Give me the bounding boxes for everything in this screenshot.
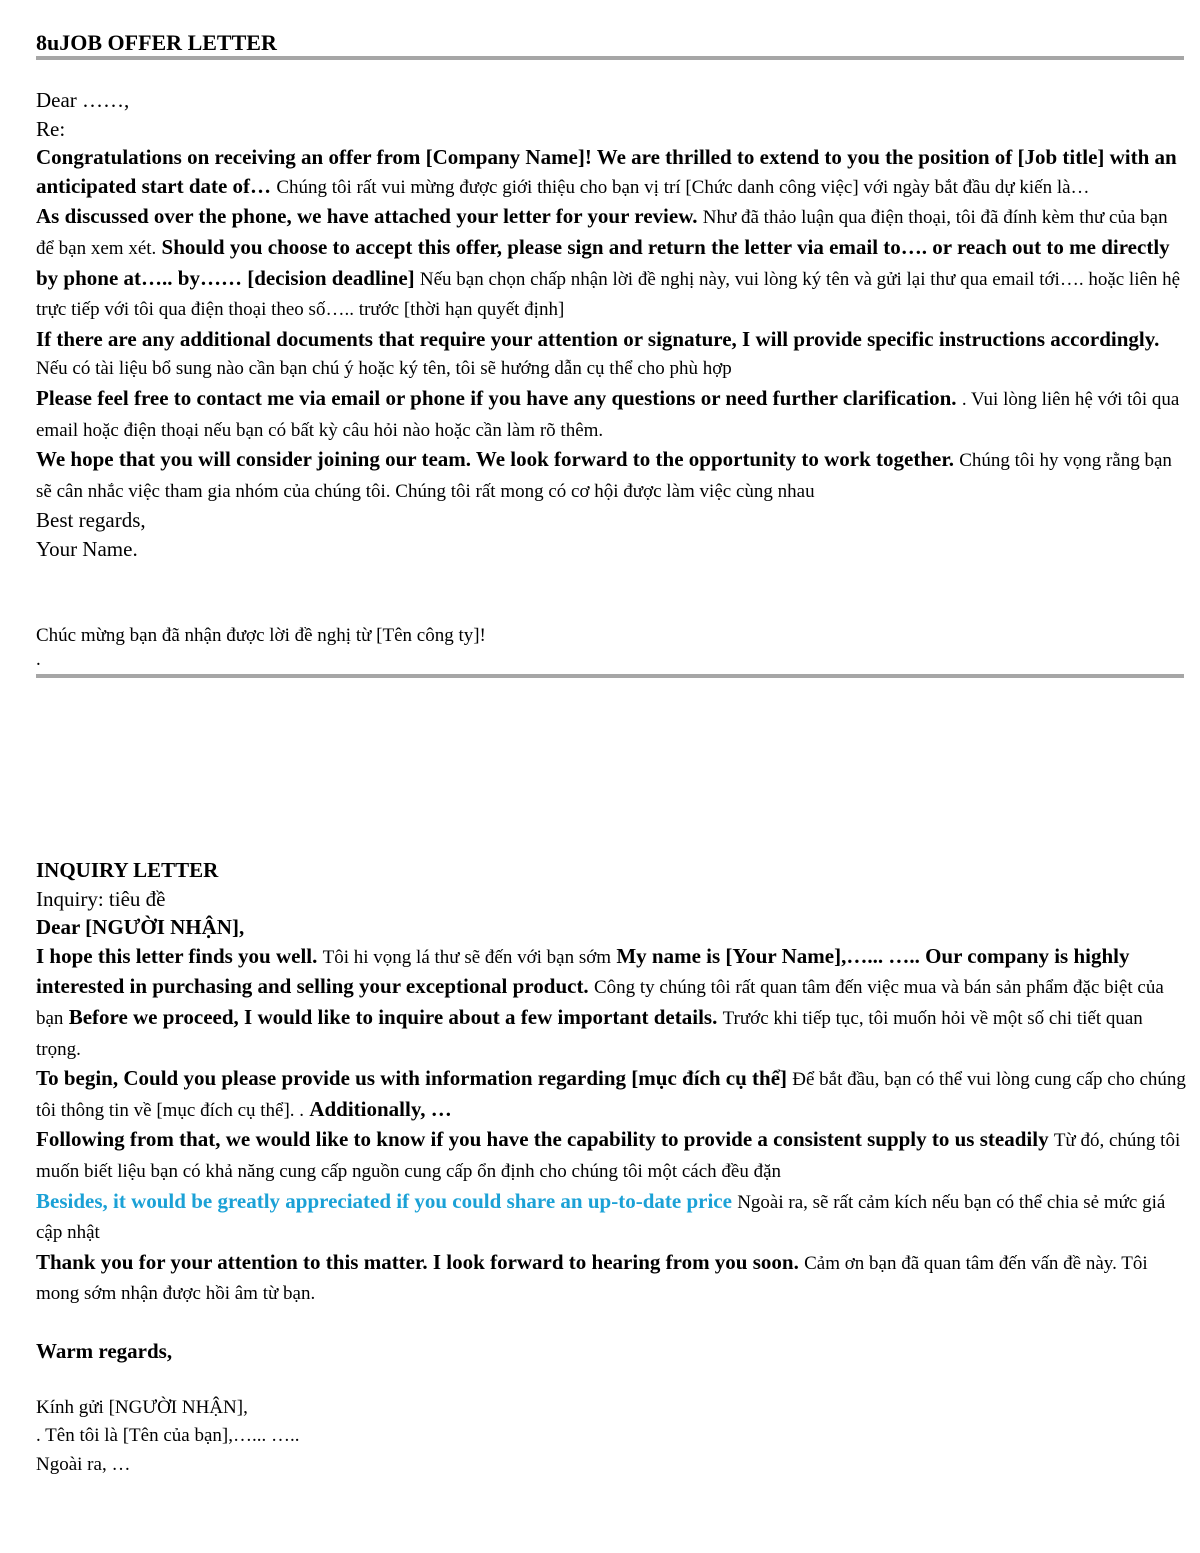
inquiry-closing: Warm regards, [36,1338,173,1363]
iq-p3-english: Following from that, we would like to know if you have the capability to provide a consistent supply to us steadily [36,1127,1049,1152]
p4-vietnamese: . Vui lòng liên hệ với tôi qua email hoặc điện thoại nếu bạn có bất kỳ câu hỏi nào hoặc cần làm rõ thêm. [36,388,1180,441]
p5-english: We hope that you will consider joining our team. We look forward to the opportunity to work together. [36,447,954,472]
p1-english: Congratulations on receiving an offer from [Company Name]! We are thrilled to extend to you the position of [Job title] with an anticipated start date of… [36,145,1177,198]
iq-p2-english-1: To begin, Could you please provide us with information regarding [mục đích cụ thể] [36,1066,788,1091]
iq-p2-vietnamese: Để bắt đầu, bạn có thể vui lòng cung cấp cho chúng tôi thông tin về [mục đích cụ thể]. . [36,1069,1186,1121]
inquiry-letter [36,856,1186,1479]
iq-p4-english-highlighted: Besides, it would be greatly appreciated if you could share an up-to-date price [36,1188,732,1213]
iq-p5-english: Thank you for your attention to this matter. I look forward to hearing from you soon. [36,1249,799,1274]
iq-p4-vietnamese: Ngoài ra, sẽ rất cảm kích nếu bạn có thể chia sẻ mức giá cập nhật [36,1191,1166,1244]
offer-paragraph-2 [36,202,1186,324]
inquiry-vn-salutation: Kính gửi [NGƯỜI NHẬN], [36,1396,248,1418]
p2-english-2: Should you choose to accept this offer, please sign and return the letter via email to…. or reach out to me directly by phone at….. by…… [decision deadline] [36,234,1170,290]
inquiry-vn-name: . Tên tôi là [Tên của bạn],…... ….. [36,1425,300,1447]
offer-paragraph-5 [36,445,1186,506]
section-divider [36,674,1184,678]
inquiry-subject: Inquiry: tiêu đề [36,886,166,911]
job-offer-letter [36,30,1186,678]
iq-p5-vietnamese: Cảm ơn bạn đã quan tâm đến vấn đề này. Tôi mong sớm nhận được hồi âm từ bạn. [36,1252,1148,1305]
p2-vietnamese-2: Nếu bạn chọn chấp nhận lời đề nghị này, vui lòng ký tên và gửi lại thư qua email tới…. hoặc liên hệ trực tiếp với tôi qua điện thoại theo số….. trước [thời hạn quyết định] [36,268,1181,321]
offer-closing: Best regards, [36,508,146,533]
inquiry-vn-besides: Ngoài ra, … [36,1453,131,1475]
p4-english: Please feel free to contact me via email or phone if you have any questions or need further clarification. [36,385,957,410]
inquiry-paragraph-3 [36,1125,1186,1186]
inquiry-salutation: Dear [NGƯỜI NHẬN], [36,915,245,940]
iq-p1-vietnamese-3: Trước khi tiếp tục, tôi muốn hỏi về một số chi tiết quan trọng. [36,1007,1143,1060]
offer-salutation: Dear ……, [36,88,130,112]
offer-re-line: Re: [36,116,66,141]
inquiry-paragraph-5 [36,1248,1186,1309]
iq-p1-english-4: Before we proceed, I would like to inquire about a few important details. [68,1004,718,1029]
iq-p1-vietnamese-1: Tôi hi vọng lá thư sẽ đến với bạn sớm [322,946,612,968]
p2-vietnamese-1: Như đã thảo luận qua điện thoại, tôi đã đính kèm thư của bạn để bạn xem xét. [36,207,1168,259]
iq-p2-english-2: Additionally, … [309,1096,452,1121]
iq-p1-vietnamese-2: Công ty chúng tôi rất quan tâm đến việc mua và bán sản phẩm đặc biệt của bạn [36,977,1164,1029]
p2-english-1: As discussed over the phone, we have attached your letter for your review. [36,204,698,229]
p3-english: If there are any additional documents that require your attention or signature, I will provide specific instructions accordingly. [36,326,1160,351]
inquiry-title: INQUIRY LETTER [36,858,219,882]
p1-vietnamese: Chúng tôi rất vui mừng được giới thiệu cho bạn vị trí [Chức danh công việc] với ngày bắt đầu dự kiến là… [276,176,1090,198]
offer-title: 8uJOB OFFER LETTER [36,30,277,55]
iq-p1-english-1: I hope this letter finds you well. [36,943,318,968]
offer-paragraph-3 [36,325,1186,384]
iq-p1-english-2: My name is [Your Name],…... ….. [616,943,920,968]
iq-p1-english-3: Our company is highly interested in purchasing and selling your exceptional product. [36,943,1130,999]
p5-vietnamese: Chúng tôi hy vọng rằng bạn sẽ cân nhắc việc tham gia nhóm của chúng tôi. Chúng tôi rất mong có cơ hội được làm việc cùng nhau [36,450,1172,502]
offer-signature-name: Your Name. [36,536,138,561]
inquiry-paragraph-1 [36,942,1186,1064]
inquiry-paragraph-2 [36,1064,1186,1125]
offer-paragraph-4 [36,384,1186,445]
offer-paragraph-1 [36,143,1186,202]
p3-vietnamese: Nếu có tài liệu bổ sung nào cần bạn chú ý hoặc ký tên, tôi sẽ hướng dẫn cụ thể cho phù hợp [36,358,732,380]
iq-p3-vietnamese: Từ đó, chúng tôi muốn biết liệu bạn có khả năng cung cấp nguồn cung cấp ổn định cho chúng tôi một cách đều đặn [36,1130,1181,1182]
inquiry-paragraph-4 [36,1187,1186,1248]
offer-trailing-dot: . [36,649,41,671]
offer-vn-congrats: Chúc mừng bạn đã nhận được lời đề nghị từ [Tên công ty]! [36,624,486,646]
